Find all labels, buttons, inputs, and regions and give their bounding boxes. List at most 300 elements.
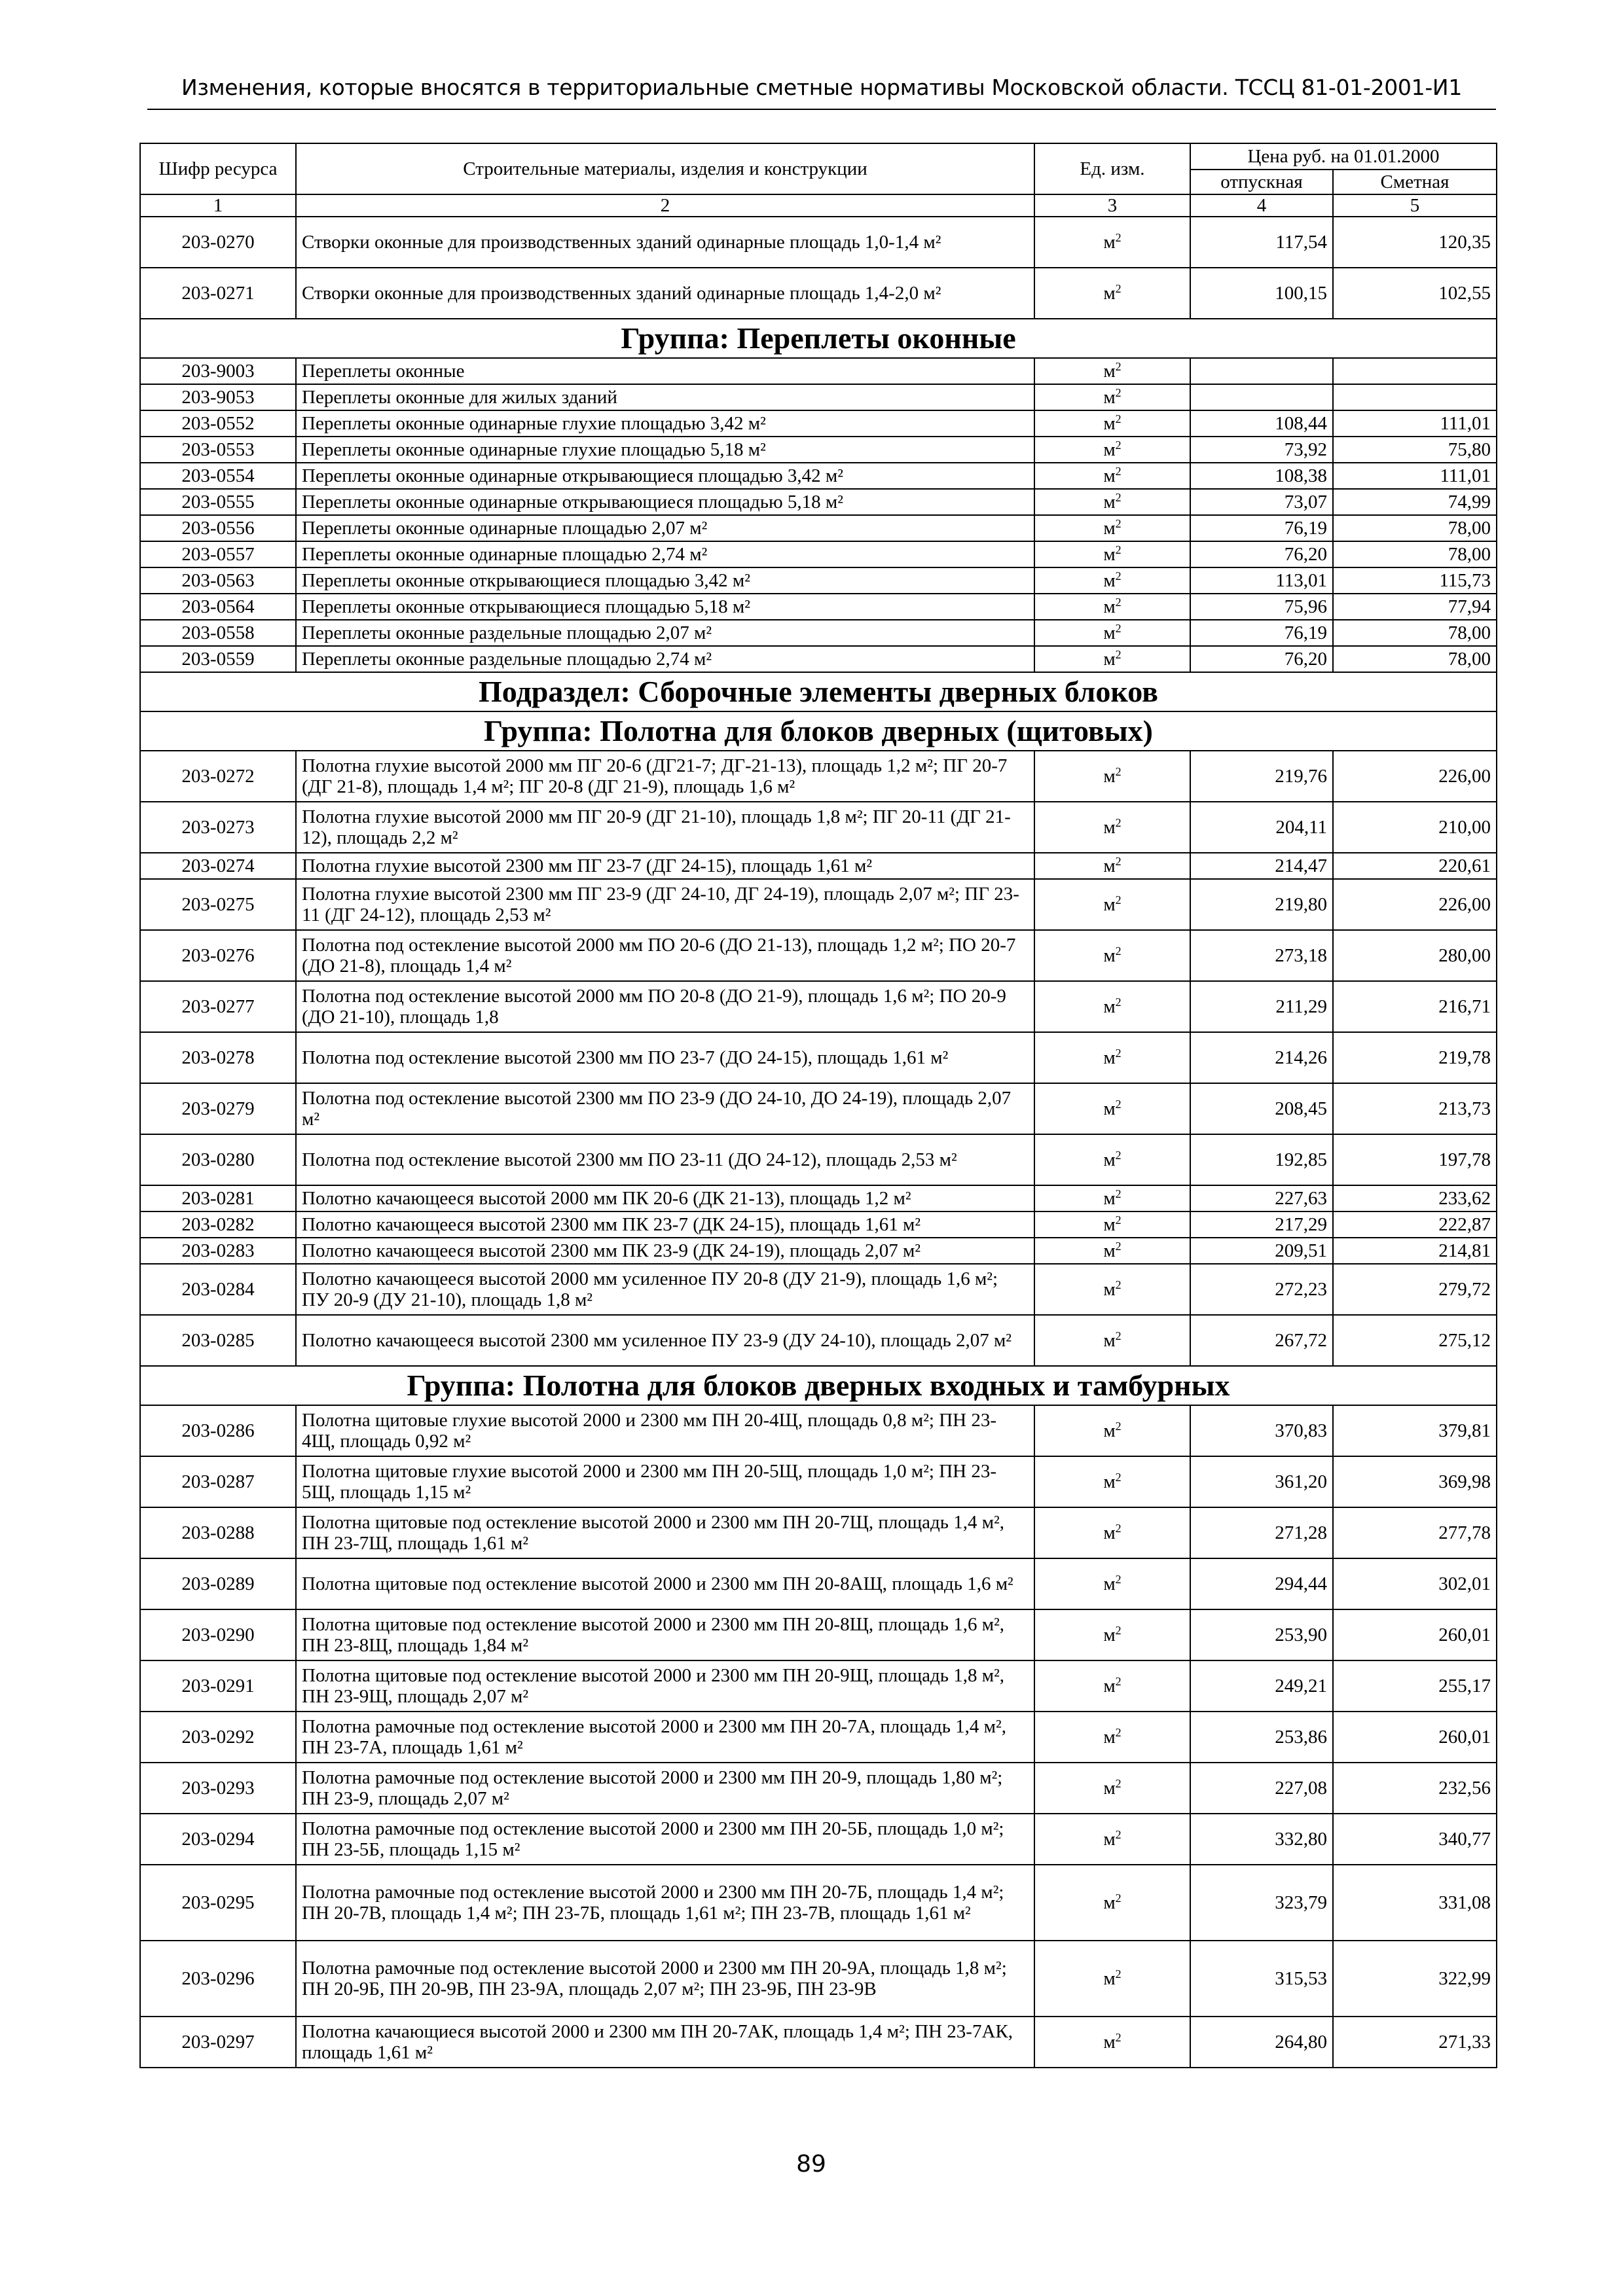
unit-exponent: 2 <box>1115 1828 1122 1841</box>
group-heading: Группа: Полотна для блоков дверных входных и тамбурных <box>140 1366 1497 1405</box>
estimate-price-cell: 331,08 <box>1333 1865 1497 1941</box>
table-row <box>140 541 1497 567</box>
material-name-cell: Полотно качающееся высотой 2000 мм ПК 20-6 (ДК 21-13), площадь 1,2 м² <box>296 1185 1034 1211</box>
release-price-cell: 271,28 <box>1190 1507 1333 1558</box>
estimate-price-cell <box>1333 358 1497 384</box>
unit-base: м <box>1103 996 1116 1017</box>
material-name-cell: Переплеты оконные одинарные глухие площадью 5,18 м² <box>296 437 1034 463</box>
unit-cell <box>1034 1763 1190 1814</box>
material-name-cell: Полотна под остекление высотой 2300 мм ПО 23-7 (ДО 24-15), площадь 1,61 м² <box>296 1032 1034 1083</box>
table-row <box>140 463 1497 489</box>
table-row <box>140 567 1497 594</box>
material-name-cell: Полотна глухие высотой 2300 мм ПГ 23-7 (ДГ 24-15), площадь 1,61 м² <box>296 853 1034 879</box>
resource-code-cell: 203-0290 <box>140 1609 296 1660</box>
release-price-cell: 75,96 <box>1190 594 1333 620</box>
release-price-cell: 204,11 <box>1190 802 1333 853</box>
estimate-price-cell: 75,80 <box>1333 437 1497 463</box>
unit-base: м <box>1103 1624 1116 1645</box>
unit-exponent: 2 <box>1115 1675 1122 1688</box>
material-name-cell: Полотна под остекление высотой 2300 мм ПО 23-11 (ДО 24-12), площадь 2,53 м² <box>296 1134 1034 1185</box>
release-price-cell: 272,23 <box>1190 1264 1333 1315</box>
estimate-price-cell: 275,12 <box>1333 1315 1497 1366</box>
unit-base: м <box>1103 1778 1116 1799</box>
estimate-price-cell: 77,94 <box>1333 594 1497 620</box>
group-heading-row <box>140 711 1497 751</box>
unit-base: м <box>1103 1573 1116 1594</box>
material-name-cell: Полотна рамочные под остекление высотой 2000 и 2300 мм ПН 20-9А, площадь 1,8 м²; ПН 20-9Б, ПН 20-9В, ПН 23-9А, площадь 2,07 м²; ПН 23-9Б, ПН 23-9В <box>296 1941 1034 2017</box>
unit-exponent: 2 <box>1115 569 1122 583</box>
unit-cell <box>1034 358 1190 384</box>
unit-cell <box>1034 541 1190 567</box>
unit-exponent: 2 <box>1115 1573 1122 1586</box>
release-price-cell: 332,80 <box>1190 1814 1333 1865</box>
estimate-price-cell: 78,00 <box>1333 646 1497 672</box>
estimate-price-cell: 340,77 <box>1333 1814 1497 1865</box>
release-price-cell: 361,20 <box>1190 1456 1333 1507</box>
estimate-price-cell: 219,78 <box>1333 1032 1497 1083</box>
estimate-price-cell: 220,61 <box>1333 853 1497 879</box>
unit-base: м <box>1103 1829 1116 1850</box>
unit-exponent: 2 <box>1115 1777 1122 1790</box>
header-divider <box>147 109 1496 110</box>
release-price-cell: 227,63 <box>1190 1185 1333 1211</box>
unit-exponent: 2 <box>1115 1892 1122 1905</box>
release-price-cell: 192,85 <box>1190 1134 1333 1185</box>
resource-code-cell: 203-0295 <box>140 1865 296 1941</box>
material-name-cell: Переплеты оконные одинарные площадью 2,07 м² <box>296 515 1034 541</box>
resource-code-cell: 203-0274 <box>140 853 296 879</box>
group-heading-row <box>140 1366 1497 1405</box>
release-price-cell: 315,53 <box>1190 1941 1333 2017</box>
unit-exponent: 2 <box>1115 386 1122 399</box>
resource-code-cell: 203-9053 <box>140 384 296 410</box>
unit-cell <box>1034 1609 1190 1660</box>
table-row <box>140 646 1497 672</box>
unit-cell <box>1034 463 1190 489</box>
table-row <box>140 1083 1497 1134</box>
unit-exponent: 2 <box>1115 2031 1122 2044</box>
table-row <box>140 1941 1497 2017</box>
unit-cell <box>1034 1238 1190 1264</box>
material-name-cell: Створки оконные для производственных зданий одинарные площадь 1,4-2,0 м² <box>296 268 1034 319</box>
unit-base: м <box>1103 855 1116 876</box>
release-price-cell: 108,44 <box>1190 410 1333 437</box>
release-price-cell <box>1190 384 1333 410</box>
release-price-cell: 219,80 <box>1190 879 1333 930</box>
group-heading-row <box>140 672 1497 711</box>
unit-exponent: 2 <box>1115 282 1122 295</box>
unit-cell <box>1034 268 1190 319</box>
release-price-cell: 264,80 <box>1190 2017 1333 2068</box>
unit-exponent: 2 <box>1115 1213 1122 1227</box>
resource-code-cell: 203-0293 <box>140 1763 296 1814</box>
release-price-cell: 76,19 <box>1190 515 1333 541</box>
resource-code-cell: 203-0277 <box>140 981 296 1032</box>
estimate-price-cell: 322,99 <box>1333 1941 1497 2017</box>
unit-cell <box>1034 1558 1190 1609</box>
material-name-cell: Полотно качающееся высотой 2000 мм усиленное ПУ 20-8 (ДУ 21-9), площадь 1,6 м²; ПУ 20-9 (ДУ 21-10), площадь 1,8 м² <box>296 1264 1034 1315</box>
table-row <box>140 515 1497 541</box>
table-row <box>140 981 1497 1032</box>
material-name-cell: Полотна под остекление высотой 2300 мм ПО 23-9 (ДО 24-10, ДО 24-19), площадь 2,07 м² <box>296 1083 1034 1134</box>
release-price-cell <box>1190 358 1333 384</box>
estimate-price-cell: 280,00 <box>1333 930 1497 981</box>
unit-exponent: 2 <box>1115 765 1122 778</box>
estimate-price-cell: 213,73 <box>1333 1083 1497 1134</box>
resource-code-cell: 203-0552 <box>140 410 296 437</box>
unit-base: м <box>1103 1098 1116 1119</box>
unit-exponent: 2 <box>1115 439 1122 452</box>
materials-price-table <box>139 143 1497 2068</box>
table-row <box>140 410 1497 437</box>
estimate-price-cell <box>1333 384 1497 410</box>
unit-exponent: 2 <box>1115 1329 1122 1342</box>
unit-exponent: 2 <box>1115 996 1122 1009</box>
release-price-cell: 249,21 <box>1190 1660 1333 1712</box>
material-name-cell: Переплеты оконные раздельные площадью 2,74 м² <box>296 646 1034 672</box>
estimate-price-cell: 279,72 <box>1333 1264 1497 1315</box>
resource-code-cell: 203-0272 <box>140 751 296 802</box>
table-row <box>140 1609 1497 1660</box>
release-price-cell: 214,26 <box>1190 1032 1333 1083</box>
table-row <box>140 1264 1497 1315</box>
estimate-price-cell: 369,98 <box>1333 1456 1497 1507</box>
unit-base: м <box>1103 766 1116 787</box>
resource-code-cell: 203-0555 <box>140 489 296 515</box>
material-name-cell: Полотна глухие высотой 2300 мм ПГ 23-9 (ДГ 24-10, ДГ 24-19), площадь 2,07 м²; ПГ 23-11 (ДГ 24-12), площадь 2,53 м² <box>296 879 1034 930</box>
unit-base: м <box>1103 544 1116 565</box>
unit-base: м <box>1103 1968 1116 1989</box>
resource-code-cell: 203-0556 <box>140 515 296 541</box>
release-price-cell: 76,19 <box>1190 620 1333 646</box>
resource-code-cell: 203-0283 <box>140 1238 296 1264</box>
unit-base: м <box>1103 232 1116 253</box>
column-number: 5 <box>1333 194 1497 217</box>
material-name-cell: Полотна щитовые под остекление высотой 2000 и 2300 мм ПН 20-9Щ, площадь 1,8 м², ПН 23-9Щ, площадь 2,07 м² <box>296 1660 1034 1712</box>
estimate-price-cell: 111,01 <box>1333 463 1497 489</box>
unit-cell <box>1034 217 1190 268</box>
material-name-cell: Полотна под остекление высотой 2000 мм ПО 20-6 (ДО 21-13), площадь 1,2 м²; ПО 20-7 (ДО 21-8), площадь 1,4 м² <box>296 930 1034 981</box>
material-name-cell: Полотно качающееся высотой 2300 мм усиленное ПУ 23-9 (ДУ 24-10), площадь 2,07 м² <box>296 1315 1034 1366</box>
material-name-cell: Полотно качающееся высотой 2300 мм ПК 23-7 (ДК 24-15), площадь 1,61 м² <box>296 1211 1034 1238</box>
unit-exponent: 2 <box>1115 1187 1122 1200</box>
unit-base: м <box>1103 1188 1116 1209</box>
release-price-cell: 211,29 <box>1190 981 1333 1032</box>
release-price-cell: 208,45 <box>1190 1083 1333 1134</box>
estimate-price-cell: 255,17 <box>1333 1660 1497 1712</box>
unit-base: м <box>1103 1214 1116 1235</box>
release-price-cell: 108,38 <box>1190 463 1333 489</box>
release-price-cell: 227,08 <box>1190 1763 1333 1814</box>
group-heading-row <box>140 319 1497 358</box>
column-header-release-price: отпускная <box>1190 170 1333 194</box>
unit-base: м <box>1103 413 1116 434</box>
estimate-price-cell: 120,35 <box>1333 217 1497 268</box>
column-header-name: Строительные материалы, изделия и конструкции <box>296 143 1034 194</box>
unit-exponent: 2 <box>1115 648 1122 661</box>
resource-code-cell: 203-0284 <box>140 1264 296 1315</box>
column-header-price-group: Цена руб. на 01.01.2000 <box>1190 143 1497 170</box>
resource-code-cell: 203-0294 <box>140 1814 296 1865</box>
unit-exponent: 2 <box>1115 1047 1122 1060</box>
column-number: 2 <box>296 194 1034 217</box>
table-row <box>140 1865 1497 1941</box>
material-name-cell: Переплеты оконные открывающиеся площадью 5,18 м² <box>296 594 1034 620</box>
unit-cell <box>1034 1712 1190 1763</box>
unit-base: м <box>1103 1330 1116 1351</box>
unit-exponent: 2 <box>1115 360 1122 373</box>
material-name-cell: Переплеты оконные одинарные глухие площадью 3,42 м² <box>296 410 1034 437</box>
material-name-cell: Переплеты оконные <box>296 358 1034 384</box>
table-row <box>140 1032 1497 1083</box>
release-price-cell: 323,79 <box>1190 1865 1333 1941</box>
resource-code-cell: 203-0276 <box>140 930 296 981</box>
table-row <box>140 594 1497 620</box>
table-row <box>140 1134 1497 1185</box>
unit-base: м <box>1103 1149 1116 1170</box>
release-price-cell: 217,29 <box>1190 1211 1333 1238</box>
table-row <box>140 1660 1497 1712</box>
estimate-price-cell: 302,01 <box>1333 1558 1497 1609</box>
estimate-price-cell: 102,55 <box>1333 268 1497 319</box>
table-row <box>140 1456 1497 1507</box>
unit-cell <box>1034 1456 1190 1507</box>
resource-code-cell: 203-0270 <box>140 217 296 268</box>
resource-code-cell: 203-0297 <box>140 2017 296 2068</box>
unit-exponent: 2 <box>1115 543 1122 556</box>
resource-code-cell: 203-0563 <box>140 567 296 594</box>
unit-exponent: 2 <box>1115 944 1122 958</box>
estimate-price-cell: 197,78 <box>1333 1134 1497 1185</box>
release-price-cell: 214,47 <box>1190 853 1333 879</box>
unit-exponent: 2 <box>1115 412 1122 425</box>
estimate-price-cell: 74,99 <box>1333 489 1497 515</box>
unit-cell <box>1034 1032 1190 1083</box>
unit-exponent: 2 <box>1115 1420 1122 1433</box>
material-name-cell: Переплеты оконные для жилых зданий <box>296 384 1034 410</box>
release-price-cell: 100,15 <box>1190 268 1333 319</box>
unit-cell <box>1034 1264 1190 1315</box>
unit-cell <box>1034 594 1190 620</box>
material-name-cell: Полотно качающееся высотой 2300 мм ПК 23-9 (ДК 24-19), площадь 2,07 м² <box>296 1238 1034 1264</box>
unit-exponent: 2 <box>1115 1149 1122 1162</box>
estimate-price-cell: 260,01 <box>1333 1712 1497 1763</box>
resource-code-cell: 203-0281 <box>140 1185 296 1211</box>
unit-exponent: 2 <box>1115 1522 1122 1535</box>
unit-exponent: 2 <box>1115 1471 1122 1484</box>
estimate-price-cell: 226,00 <box>1333 879 1497 930</box>
unit-base: м <box>1103 1471 1116 1492</box>
unit-cell <box>1034 410 1190 437</box>
resource-code-cell: 203-0279 <box>140 1083 296 1134</box>
unit-cell <box>1034 802 1190 853</box>
group-heading: Группа: Полотна для блоков дверных (щитовых) <box>140 711 1497 751</box>
unit-cell <box>1034 1941 1190 2017</box>
unit-base: м <box>1103 945 1116 966</box>
table-row <box>140 384 1497 410</box>
estimate-price-cell: 379,81 <box>1333 1405 1497 1456</box>
unit-exponent: 2 <box>1115 231 1122 244</box>
unit-base: м <box>1103 465 1116 486</box>
unit-exponent: 2 <box>1115 816 1122 829</box>
unit-cell <box>1034 1083 1190 1134</box>
unit-exponent: 2 <box>1115 491 1122 504</box>
material-name-cell: Полотна щитовые под остекление высотой 2000 и 2300 мм ПН 20-8АЩ, площадь 1,6 м² <box>296 1558 1034 1609</box>
resource-code-cell: 203-0558 <box>140 620 296 646</box>
unit-base: м <box>1103 387 1116 408</box>
table-row <box>140 489 1497 515</box>
unit-cell <box>1034 1134 1190 1185</box>
estimate-price-cell: 226,00 <box>1333 751 1497 802</box>
resource-code-cell: 203-0289 <box>140 1558 296 1609</box>
unit-exponent: 2 <box>1115 855 1122 868</box>
unit-cell <box>1034 930 1190 981</box>
unit-base: м <box>1103 2032 1116 2053</box>
resource-code-cell: 203-0287 <box>140 1456 296 1507</box>
unit-base: м <box>1103 283 1116 304</box>
unit-cell <box>1034 853 1190 879</box>
estimate-price-cell: 216,71 <box>1333 981 1497 1032</box>
unit-cell <box>1034 981 1190 1032</box>
unit-cell <box>1034 437 1190 463</box>
resource-code-cell: 203-0553 <box>140 437 296 463</box>
release-price-cell: 117,54 <box>1190 217 1333 268</box>
unit-cell <box>1034 1211 1190 1238</box>
resource-code-cell: 203-0282 <box>140 1211 296 1238</box>
resource-code-cell: 203-0296 <box>140 1941 296 2017</box>
estimate-price-cell: 271,33 <box>1333 2017 1497 2068</box>
resource-code-cell: 203-0285 <box>140 1315 296 1366</box>
table-row <box>140 268 1497 319</box>
estimate-price-cell: 232,56 <box>1333 1763 1497 1814</box>
material-name-cell: Переплеты оконные одинарные открывающиеся площадью 3,42 м² <box>296 463 1034 489</box>
release-price-cell: 253,86 <box>1190 1712 1333 1763</box>
unit-base: м <box>1103 1676 1116 1696</box>
column-header-unit: Ед. изм. <box>1034 143 1190 194</box>
table-row <box>140 620 1497 646</box>
table-row <box>140 437 1497 463</box>
table-row <box>140 217 1497 268</box>
resource-code-cell: 203-0564 <box>140 594 296 620</box>
table-row <box>140 1405 1497 1456</box>
table-row <box>140 802 1497 853</box>
resource-code-cell: 203-9003 <box>140 358 296 384</box>
page-number: 89 <box>796 2151 826 2178</box>
unit-cell <box>1034 2017 1190 2068</box>
column-header-estimate-price: Сметная <box>1333 170 1497 194</box>
table-row <box>140 358 1497 384</box>
unit-base: м <box>1103 1279 1116 1300</box>
column-number: 1 <box>140 194 296 217</box>
material-name-cell: Полотна глухие высотой 2000 мм ПГ 20-6 (ДГ21-7; ДГ-21-13), площадь 1,2 м²; ПГ 20-7 (ДГ 21-8), площадь 1,4 м²; ПГ 20-8 (ДГ 21-9), площадь 1,6 м² <box>296 751 1034 802</box>
unit-base: м <box>1103 596 1116 617</box>
material-name-cell: Створки оконные для производственных зданий одинарные площадь 1,0-1,4 м² <box>296 217 1034 268</box>
material-name-cell: Полотна щитовые под остекление высотой 2000 и 2300 мм ПН 20-8Щ, площадь 1,6 м², ПН 23-8Щ, площадь 1,84 м² <box>296 1609 1034 1660</box>
table-row <box>140 879 1497 930</box>
material-name-cell: Полотна щитовые под остекление высотой 2000 и 2300 мм ПН 20-7Щ, площадь 1,4 м², ПН 23-7Щ, площадь 1,61 м² <box>296 1507 1034 1558</box>
unit-base: м <box>1103 518 1116 539</box>
unit-exponent: 2 <box>1115 622 1122 635</box>
unit-cell <box>1034 384 1190 410</box>
unit-cell <box>1034 1865 1190 1941</box>
unit-cell <box>1034 1507 1190 1558</box>
resource-code-cell: 203-0280 <box>140 1134 296 1185</box>
table-row <box>140 1238 1497 1264</box>
unit-exponent: 2 <box>1115 1967 1122 1981</box>
unit-base: м <box>1103 1420 1116 1441</box>
unit-cell <box>1034 1315 1190 1366</box>
unit-exponent: 2 <box>1115 1098 1122 1111</box>
resource-code-cell: 203-0559 <box>140 646 296 672</box>
material-name-cell: Переплеты оконные открывающиеся площадью 3,42 м² <box>296 567 1034 594</box>
resource-code-cell: 203-0288 <box>140 1507 296 1558</box>
estimate-price-cell: 214,81 <box>1333 1238 1497 1264</box>
estimate-price-cell: 233,62 <box>1333 1185 1497 1211</box>
estimate-price-cell: 115,73 <box>1333 567 1497 594</box>
material-name-cell: Полотна качающиеся высотой 2000 и 2300 мм ПН 20-7АК, площадь 1,4 м²; ПН 23-7АК, площадь 1,61 м² <box>296 2017 1034 2068</box>
unit-base: м <box>1103 649 1116 670</box>
table-row <box>140 1814 1497 1865</box>
page-header-title: Изменения, которые вносятся в территориальные сметные нормативы Московской области. ТССЦ 81-01-2001-И1 <box>181 75 1463 100</box>
release-price-cell: 294,44 <box>1190 1558 1333 1609</box>
release-price-cell: 273,18 <box>1190 930 1333 981</box>
material-name-cell: Полотна рамочные под остекление высотой 2000 и 2300 мм ПН 20-7А, площадь 1,4 м², ПН 23-7А, площадь 1,61 м² <box>296 1712 1034 1763</box>
unit-base: м <box>1103 817 1116 838</box>
unit-base: м <box>1103 492 1116 512</box>
material-name-cell: Полотна рамочные под остекление высотой 2000 и 2300 мм ПН 20-7Б, площадь 1,4 м²; ПН 20-7В, площадь 1,4 м²; ПН 23-7Б, площадь 1,61 м²; ПН 23-7В, площадь 1,61 м² <box>296 1865 1034 1941</box>
release-price-cell: 76,20 <box>1190 541 1333 567</box>
unit-exponent: 2 <box>1115 1624 1122 1637</box>
unit-cell <box>1034 1405 1190 1456</box>
estimate-price-cell: 260,01 <box>1333 1609 1497 1660</box>
unit-base: м <box>1103 622 1116 643</box>
material-name-cell: Переплеты оконные одинарные открывающиеся площадью 5,18 м² <box>296 489 1034 515</box>
material-name-cell: Полотна под остекление высотой 2000 мм ПО 20-8 (ДО 21-9), площадь 1,6 м²; ПО 20-9 (ДО 21-10), площадь 1,8 <box>296 981 1034 1032</box>
table-row <box>140 1763 1497 1814</box>
unit-base: м <box>1103 570 1116 591</box>
table-row <box>140 1315 1497 1366</box>
resource-code-cell: 203-0291 <box>140 1660 296 1712</box>
release-price-cell: 76,20 <box>1190 646 1333 672</box>
unit-cell <box>1034 751 1190 802</box>
material-name-cell: Полотна щитовые глухие высотой 2000 и 2300 мм ПН 20-4Щ, площадь 0,8 м²; ПН 23-4Щ, площадь 0,92 м² <box>296 1405 1034 1456</box>
column-header-code: Шифр ресурса <box>140 143 296 194</box>
unit-exponent: 2 <box>1115 1726 1122 1739</box>
unit-base: м <box>1103 1892 1116 1913</box>
unit-cell <box>1034 489 1190 515</box>
unit-base: м <box>1103 1047 1116 1068</box>
unit-base: м <box>1103 1727 1116 1748</box>
resource-code-cell: 203-0292 <box>140 1712 296 1763</box>
unit-exponent: 2 <box>1115 1240 1122 1253</box>
table-row <box>140 751 1497 802</box>
estimate-price-cell: 222,87 <box>1333 1211 1497 1238</box>
table-row <box>140 2017 1497 2068</box>
estimate-price-cell: 78,00 <box>1333 515 1497 541</box>
material-name-cell: Переплеты оконные одинарные площадью 2,74 м² <box>296 541 1034 567</box>
unit-cell <box>1034 879 1190 930</box>
unit-cell <box>1034 620 1190 646</box>
resource-code-cell: 203-0275 <box>140 879 296 930</box>
table-row <box>140 1507 1497 1558</box>
estimate-price-cell: 78,00 <box>1333 541 1497 567</box>
unit-base: м <box>1103 439 1116 460</box>
material-name-cell: Полотна рамочные под остекление высотой 2000 и 2300 мм ПН 20-9, площадь 1,80 м²; ПН 23-9, площадь 2,07 м² <box>296 1763 1034 1814</box>
resource-code-cell: 203-0271 <box>140 268 296 319</box>
release-price-cell: 209,51 <box>1190 1238 1333 1264</box>
release-price-cell: 370,83 <box>1190 1405 1333 1456</box>
material-name-cell: Переплеты оконные раздельные площадью 2,07 м² <box>296 620 1034 646</box>
